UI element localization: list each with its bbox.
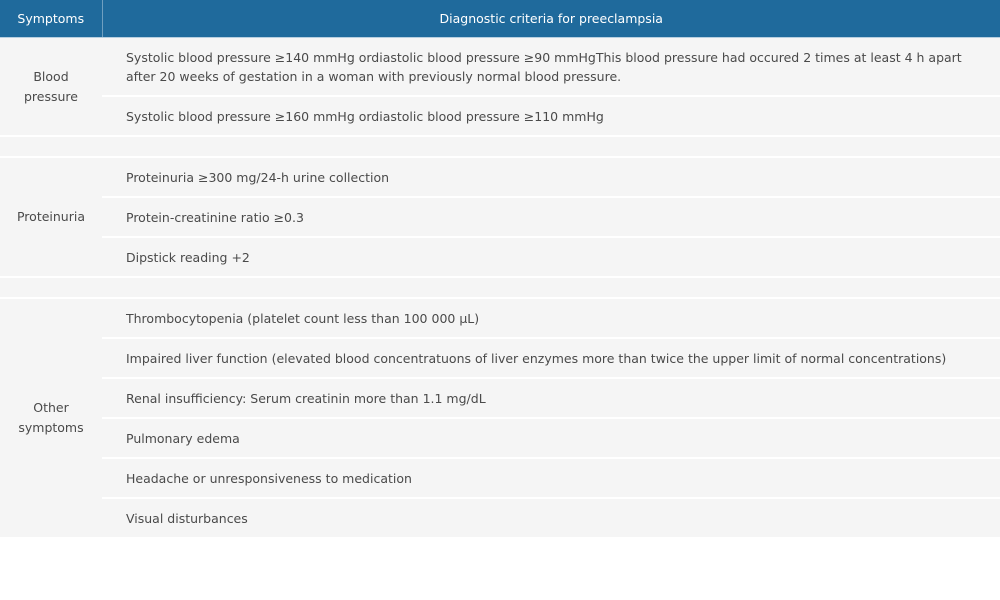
header-row (0, 0, 1000, 38)
group-spacer-row (0, 277, 1000, 298)
criterion-cell: Pulmonary edema (102, 418, 1000, 458)
table-row (0, 498, 1000, 538)
table-row (0, 298, 1000, 338)
table-row (0, 418, 1000, 458)
table-row (0, 38, 1000, 97)
symptom-other-symptoms: Other symptoms (0, 298, 102, 538)
criterion-cell: Thrombocytopenia (platelet count less than 100 000 μL) (102, 298, 1000, 338)
symptom-proteinuria: Proteinuria (0, 157, 102, 277)
criterion-cell: Renal insufficiency: Serum creatinin more than 1.1 mg/dL (102, 378, 1000, 418)
table-row (0, 237, 1000, 277)
header-diagnostic-criteria: Diagnostic criteria for preeclampsia (102, 0, 1000, 38)
table-row (0, 378, 1000, 418)
table-row (0, 338, 1000, 378)
criterion-cell: Systolic blood pressure ≥160 mmHg ordiastolic blood pressure ≥110 mmHg (102, 96, 1000, 136)
header-symptoms: Symptoms (0, 0, 102, 38)
criterion-cell: Systolic blood pressure ≥140 mmHg ordiastolic blood pressure ≥90 mmHgThis blood pressure had occured 2 times at least 4 h apart after 20 weeks of gestation in a woman with previously normal blood pressure. (102, 38, 1000, 97)
table-row (0, 458, 1000, 498)
spacer-cell (0, 136, 1000, 157)
criterion-cell: Proteinuria ≥300 mg/24-h urine collection (102, 157, 1000, 197)
table-row (0, 96, 1000, 136)
criterion-cell: Impaired liver function (elevated blood concentratuons of liver enzymes more than twice the upper limit of normal concentrations) (102, 338, 1000, 378)
criterion-cell: Dipstick reading +2 (102, 237, 1000, 277)
table-row (0, 157, 1000, 197)
criterion-cell: Visual disturbances (102, 498, 1000, 538)
symptom-blood-pressure: Blood pressure (0, 38, 102, 137)
group-spacer-row (0, 136, 1000, 157)
criterion-cell: Headache or unresponsiveness to medication (102, 458, 1000, 498)
spacer-cell (0, 277, 1000, 298)
criterion-cell: Protein-creatinine ratio ≥0.3 (102, 197, 1000, 237)
table-row (0, 197, 1000, 237)
